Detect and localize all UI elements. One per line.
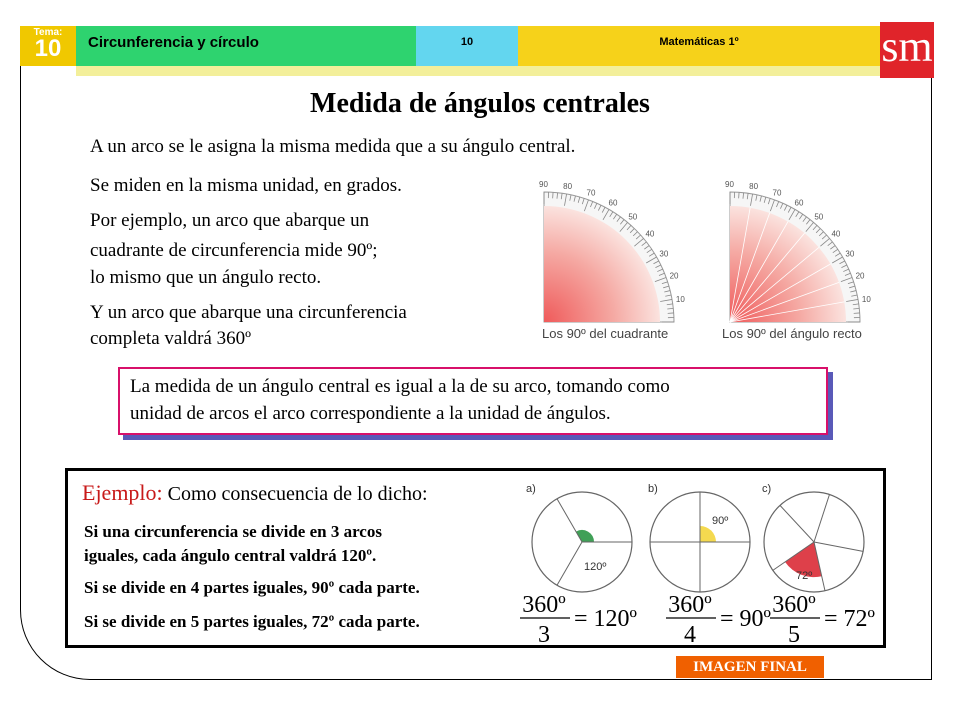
circle-quarters: [650, 492, 750, 592]
example-heading: [82, 480, 428, 506]
subject-label: Matemáticas 1º: [518, 26, 880, 66]
quadrant-scale-label: 90: [539, 180, 548, 189]
example-intro: Como consecuencia de lo dicho:: [162, 483, 428, 505]
page-number: 10: [416, 26, 518, 66]
formula-fifths: [770, 592, 876, 648]
circle-fifths: [764, 492, 864, 592]
quadrant-scale-label: 80: [563, 182, 573, 192]
example-label: Ejemplo:: [82, 480, 163, 505]
quadrant-scale-label: 70: [586, 188, 596, 198]
paragraph-4-line-1: Y un arco que abarque una circunferencia: [90, 302, 407, 323]
formula-quarters: [666, 592, 772, 648]
final-image-badge: IMAGEN FINAL: [676, 656, 824, 678]
circle-b-angle: 90º: [712, 515, 729, 527]
formula-c-numerator: 360º: [772, 592, 816, 618]
quadrant-figure: [544, 192, 674, 322]
header-strip: [76, 66, 880, 76]
paragraph-2: Se miden en la misma unidad, en grados.: [90, 175, 402, 196]
circle-a-tag: a): [526, 483, 536, 495]
sm-logo: sm: [880, 22, 934, 78]
circle-a-angle: 120º: [584, 561, 607, 573]
example-line-1: Si una circunferencia se divide en 3 arcos: [84, 522, 382, 541]
formula-b-denominator: 4: [684, 622, 696, 648]
circle-c-tag: c): [762, 483, 772, 495]
quadrant-caption: Los 90º del cuadrante: [542, 326, 669, 341]
tema-box: [20, 26, 76, 66]
definition-box: [118, 367, 828, 435]
formula-c-result: = 72º: [824, 606, 875, 632]
definition-line-1: La medida de un ángulo central es igual a la de su arco, tomando como: [130, 376, 670, 397]
right-angle-figure: [730, 192, 860, 322]
quadrant-figures: [530, 176, 910, 344]
quadrant-scale-label: 30: [659, 249, 669, 259]
quadrant-scale-label: 50: [628, 212, 638, 222]
page-title: Medida de ángulos centrales: [310, 88, 650, 119]
right-angle-scale-label: 60: [794, 198, 804, 208]
right-angle-scale-label: 70: [772, 188, 782, 198]
formula-b-numerator: 360º: [668, 592, 712, 618]
formula-a-result: = 120º: [574, 606, 637, 632]
right-angle-scale-label: 80: [749, 182, 759, 192]
paragraph-4-line-2: completa valdrá 360º: [90, 328, 251, 349]
quadrant-scale-label: 40: [645, 229, 655, 239]
tema-label: Tema:: [33, 27, 63, 38]
right-angle-scale-label: 20: [855, 271, 865, 281]
formula-thirds: [520, 592, 638, 648]
quadrant-scale-label: 60: [608, 198, 618, 208]
quadrant-scale-label: 10: [675, 294, 685, 304]
right-angle-scale-label: 10: [861, 294, 871, 304]
paragraph-3-line-2: cuadrante de circunferencia mide 90º;: [90, 240, 378, 261]
right-angle-scale-label: 90: [725, 180, 734, 189]
circle-b-tag: b): [648, 483, 658, 495]
division-circles: [518, 478, 882, 648]
formula-b-result: = 90º: [720, 606, 771, 632]
example-line-4: Si se divide en 5 partes iguales, 72º cada parte.: [84, 612, 420, 631]
paragraph-1: A un arco se le asigna la misma medida que a su ángulo central.: [90, 136, 576, 157]
tema-number: 10: [34, 35, 62, 62]
paragraph-3-line-3: lo mismo que un ángulo recto.: [90, 267, 322, 288]
circle-thirds: [532, 492, 632, 592]
circle-c-angle: 72º: [796, 570, 813, 582]
right-angle-scale-label: 30: [845, 249, 855, 259]
right-angle-caption: Los 90º del ángulo recto: [722, 326, 862, 341]
right-angle-scale-label: 50: [814, 212, 824, 222]
header-bar: [20, 26, 880, 66]
paragraph-3-line-1: Por ejemplo, un arco que abarque un: [90, 210, 370, 231]
definition-line-2: unidad de arcos el arco correspondiente a la unidad de ángulos.: [130, 403, 611, 424]
formula-a-denominator: 3: [538, 622, 550, 648]
example-line-2: iguales, cada ángulo central valdrá 120º.: [84, 546, 377, 565]
formula-c-denominator: 5: [788, 622, 800, 648]
right-angle-scale-label: 40: [831, 229, 841, 239]
unit-title: Circunferencia y círculo: [76, 26, 416, 66]
quadrant-scale-label: 20: [669, 271, 679, 281]
example-line-3: Si se divide en 4 partes iguales, 90º cada parte.: [84, 578, 420, 597]
formula-a-numerator: 360º: [522, 592, 566, 618]
